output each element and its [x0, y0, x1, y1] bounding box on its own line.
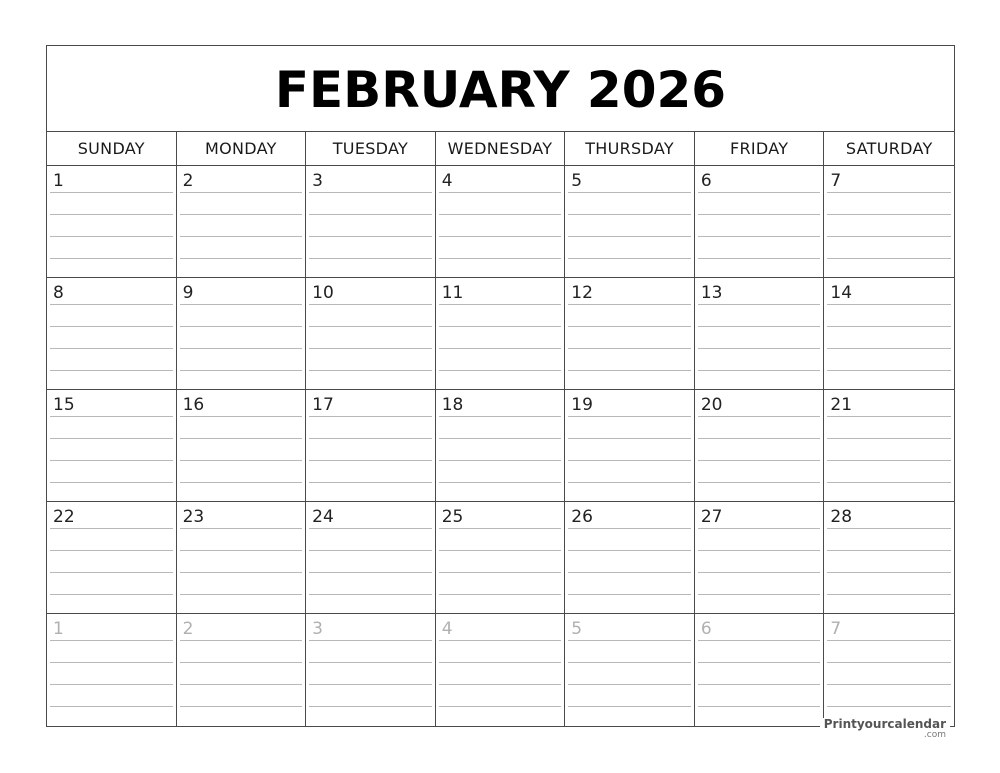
writing-line — [698, 214, 821, 215]
writing-line — [568, 662, 691, 663]
day-number: 15 — [53, 395, 75, 415]
writing-line — [568, 706, 691, 707]
weekday-monday: MONDAY — [177, 132, 307, 165]
day-number: 4 — [441, 171, 453, 191]
writing-line — [180, 706, 303, 707]
day-number: 2 — [182, 171, 194, 191]
writing-line — [180, 594, 303, 595]
writing-line — [50, 528, 173, 529]
writing-line — [439, 594, 562, 595]
day-number: 27 — [700, 507, 723, 527]
day-cell — [565, 502, 695, 614]
day-cell — [47, 502, 177, 614]
writing-line — [309, 706, 432, 707]
title-bar — [47, 46, 954, 132]
writing-line — [309, 214, 432, 215]
day-cell — [565, 614, 695, 726]
writing-line — [568, 550, 691, 551]
writing-line — [827, 214, 951, 215]
writing-line — [309, 416, 432, 417]
day-cell — [177, 166, 307, 278]
writing-line — [568, 594, 691, 595]
day-number: 3 — [312, 619, 323, 639]
day-cell — [695, 502, 825, 614]
writing-line — [309, 460, 432, 461]
writing-line — [568, 482, 691, 483]
weekday-thursday: THURSDAY — [565, 132, 695, 165]
brand-name: Printyourcalendar — [823, 717, 946, 731]
writing-line — [827, 528, 951, 529]
writing-line — [180, 258, 303, 259]
day-cell — [177, 390, 307, 502]
weekday-tuesday: TUESDAY — [306, 132, 436, 165]
writing-line — [698, 304, 821, 305]
writing-line — [50, 348, 173, 349]
day-number: 22 — [53, 507, 75, 527]
writing-line — [50, 192, 173, 193]
writing-line — [50, 258, 173, 259]
day-number: 2 — [182, 619, 194, 639]
writing-line — [568, 326, 691, 327]
day-cell — [695, 390, 825, 502]
writing-line — [439, 438, 562, 439]
writing-line — [698, 640, 821, 641]
writing-line — [180, 214, 303, 215]
day-number: 17 — [312, 395, 334, 415]
writing-line — [827, 662, 951, 663]
weekday-friday: FRIDAY — [695, 132, 825, 165]
writing-line — [439, 326, 562, 327]
writing-line — [698, 550, 821, 551]
writing-line — [180, 460, 303, 461]
writing-line — [568, 528, 691, 529]
day-cell — [436, 502, 566, 614]
day-grid — [47, 166, 954, 726]
writing-line — [309, 258, 432, 259]
day-number: 28 — [830, 507, 853, 527]
writing-line — [568, 214, 691, 215]
writing-line — [698, 236, 821, 237]
day-number: 1 — [53, 619, 64, 639]
writing-line — [439, 662, 562, 663]
day-cell — [306, 502, 436, 614]
writing-line — [827, 370, 951, 371]
writing-line — [698, 258, 821, 259]
writing-line — [698, 326, 821, 327]
writing-line — [309, 326, 432, 327]
writing-line — [568, 236, 691, 237]
writing-line — [309, 192, 432, 193]
writing-line — [827, 192, 951, 193]
day-number: 26 — [571, 507, 593, 527]
writing-line — [439, 416, 562, 417]
day-number: 25 — [441, 507, 464, 527]
writing-line — [439, 370, 562, 371]
writing-line — [309, 236, 432, 237]
writing-line — [568, 370, 691, 371]
day-number: 9 — [182, 283, 194, 303]
writing-line — [309, 528, 432, 529]
writing-line — [180, 236, 303, 237]
page-title: FEBRUARY 2026 — [274, 60, 727, 119]
day-cell — [436, 614, 566, 726]
writing-line — [698, 192, 821, 193]
writing-line — [50, 416, 173, 417]
day-number: 19 — [571, 395, 593, 415]
writing-line — [180, 482, 303, 483]
day-number: 20 — [700, 395, 723, 415]
writing-line — [50, 370, 173, 371]
writing-line — [827, 706, 951, 707]
day-number: 23 — [182, 507, 205, 527]
writing-line — [698, 416, 821, 417]
writing-line — [698, 482, 821, 483]
brand-logo — [820, 718, 950, 740]
writing-line — [439, 236, 562, 237]
writing-line — [439, 304, 562, 305]
day-number: 10 — [312, 283, 334, 303]
writing-line — [827, 460, 951, 461]
writing-line — [827, 572, 951, 573]
day-cell — [824, 502, 954, 614]
day-cell — [177, 614, 307, 726]
day-cell — [824, 614, 954, 726]
writing-line — [439, 192, 562, 193]
writing-line — [309, 370, 432, 371]
writing-line — [180, 640, 303, 641]
writing-line — [50, 594, 173, 595]
day-cell — [824, 390, 954, 502]
writing-line — [180, 370, 303, 371]
day-number: 1 — [53, 171, 64, 191]
writing-line — [698, 594, 821, 595]
day-number: 3 — [312, 171, 323, 191]
day-cell — [565, 278, 695, 390]
writing-line — [50, 640, 173, 641]
day-cell — [695, 614, 825, 726]
writing-line — [439, 572, 562, 573]
day-cell — [47, 390, 177, 502]
writing-line — [698, 706, 821, 707]
weekday-saturday: SATURDAY — [845, 139, 933, 158]
day-cell — [436, 166, 566, 278]
writing-line — [827, 326, 951, 327]
writing-line — [180, 684, 303, 685]
writing-line — [568, 438, 691, 439]
writing-line — [439, 348, 562, 349]
writing-line — [698, 348, 821, 349]
writing-line — [180, 416, 303, 417]
day-number: 14 — [830, 283, 853, 303]
writing-line — [50, 438, 173, 439]
writing-line — [568, 460, 691, 461]
day-cell — [824, 166, 954, 278]
writing-line — [439, 214, 562, 215]
day-cell — [306, 278, 436, 390]
writing-line — [698, 370, 821, 371]
writing-line — [309, 348, 432, 349]
writing-line — [568, 192, 691, 193]
writing-line — [827, 438, 951, 439]
writing-line — [827, 482, 951, 483]
writing-line — [50, 214, 173, 215]
writing-line — [439, 460, 562, 461]
writing-line — [698, 662, 821, 663]
writing-line — [439, 258, 562, 259]
writing-line — [698, 460, 821, 461]
day-cell — [47, 166, 177, 278]
writing-line — [180, 326, 303, 327]
writing-line — [568, 684, 691, 685]
day-number: 16 — [182, 395, 205, 415]
day-number: 6 — [700, 171, 712, 191]
day-cell — [565, 166, 695, 278]
writing-line — [180, 304, 303, 305]
writing-line — [180, 572, 303, 573]
writing-line — [827, 258, 951, 259]
writing-line — [180, 192, 303, 193]
writing-line — [827, 236, 951, 237]
writing-line — [568, 416, 691, 417]
writing-line — [309, 550, 432, 551]
day-cell — [306, 390, 436, 502]
writing-line — [50, 550, 173, 551]
writing-line — [309, 662, 432, 663]
day-cell — [695, 278, 825, 390]
day-number: 12 — [571, 283, 593, 303]
writing-line — [568, 258, 691, 259]
day-cell — [436, 390, 566, 502]
day-cell — [436, 278, 566, 390]
writing-line — [827, 640, 951, 641]
day-number: 7 — [830, 619, 842, 639]
writing-line — [309, 438, 432, 439]
day-number: 4 — [441, 619, 453, 639]
writing-line — [698, 684, 821, 685]
writing-line — [309, 304, 432, 305]
day-number: 8 — [53, 283, 64, 303]
day-cell — [47, 614, 177, 726]
writing-line — [309, 482, 432, 483]
day-number: 6 — [700, 619, 712, 639]
writing-line — [309, 684, 432, 685]
day-cell — [565, 390, 695, 502]
writing-line — [827, 684, 951, 685]
writing-line — [50, 236, 173, 237]
day-number: 13 — [700, 283, 723, 303]
writing-line — [568, 304, 691, 305]
weekday-header-row — [47, 132, 954, 166]
writing-line — [568, 348, 691, 349]
brand-domain: .com — [923, 730, 946, 741]
day-cell — [824, 278, 954, 390]
writing-line — [50, 460, 173, 461]
day-number: 24 — [312, 507, 334, 527]
day-number: 5 — [571, 171, 583, 191]
writing-line — [439, 684, 562, 685]
writing-line — [827, 594, 951, 595]
writing-line — [698, 572, 821, 573]
day-number: 21 — [830, 395, 853, 415]
writing-line — [827, 348, 951, 349]
writing-line — [827, 304, 951, 305]
writing-line — [439, 528, 562, 529]
writing-line — [309, 594, 432, 595]
writing-line — [698, 438, 821, 439]
writing-line — [50, 482, 173, 483]
writing-line — [180, 528, 303, 529]
writing-line — [50, 684, 173, 685]
day-number: 18 — [441, 395, 464, 415]
writing-line — [439, 482, 562, 483]
writing-line — [439, 640, 562, 641]
writing-line — [568, 640, 691, 641]
writing-line — [827, 550, 951, 551]
writing-line — [309, 572, 432, 573]
writing-line — [50, 304, 173, 305]
writing-line — [180, 550, 303, 551]
day-cell — [47, 278, 177, 390]
writing-line — [439, 550, 562, 551]
writing-line — [827, 416, 951, 417]
day-cell — [177, 278, 307, 390]
day-cell — [177, 502, 307, 614]
writing-line — [50, 572, 173, 573]
calendar — [46, 45, 955, 727]
day-cell — [306, 166, 436, 278]
writing-line — [50, 706, 173, 707]
writing-line — [180, 348, 303, 349]
writing-line — [180, 438, 303, 439]
writing-line — [309, 640, 432, 641]
writing-line — [50, 326, 173, 327]
day-number: 7 — [830, 171, 842, 191]
day-number: 11 — [441, 283, 464, 303]
writing-line — [50, 662, 173, 663]
writing-line — [439, 706, 562, 707]
weekday-wednesday: WEDNESDAY — [436, 132, 566, 165]
day-cell — [306, 614, 436, 726]
weekday-sunday: SUNDAY — [47, 132, 177, 165]
writing-line — [180, 662, 303, 663]
day-number: 5 — [571, 619, 583, 639]
writing-line — [698, 528, 821, 529]
day-cell — [695, 166, 825, 278]
writing-line — [568, 572, 691, 573]
